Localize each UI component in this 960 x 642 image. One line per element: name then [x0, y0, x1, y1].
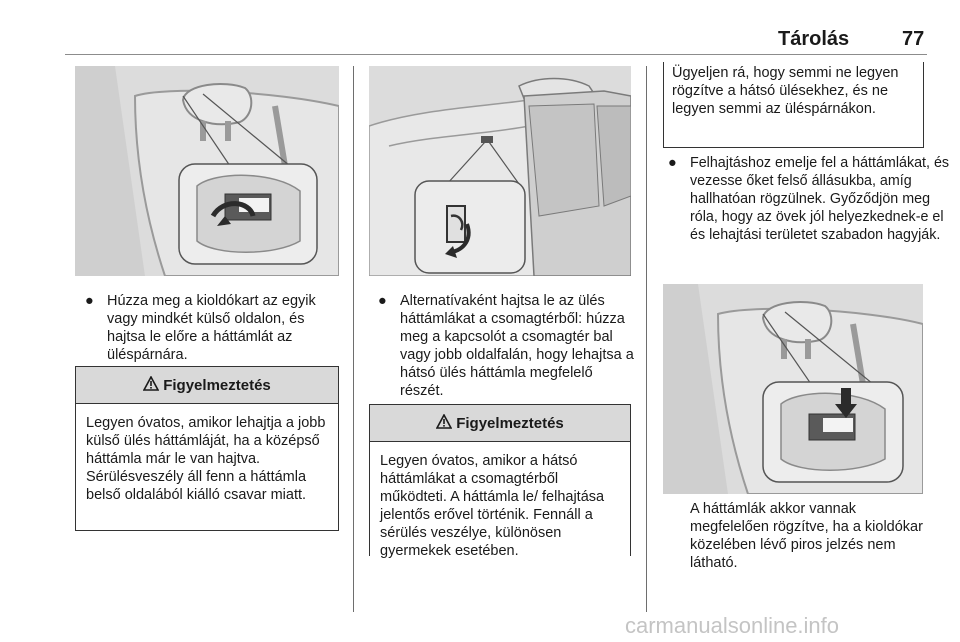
- bullet-dot: ●: [378, 293, 387, 309]
- warning-text: Legyen óvatos, amikor lehajtja a jobb külső ülés háttámláját, ha a középső háttámla már le van hajtva. Sérülésveszély áll fenn a háttámla belső oldalából kiálló csavar miatt.: [86, 415, 326, 503]
- warning-text: Legyen óvatos, amikor a hátsó háttámlákat a csomagtérből működteti. A háttámla le/ felhajtása jelentős erővel történik. Fennáll a sérülés veszélye, különösen gyermekek esetében.: [380, 453, 605, 559]
- column-divider-1: [353, 66, 354, 612]
- warning-header: [370, 405, 630, 442]
- note-box: Ügyeljen rá, hogy semmi ne legyen rögzítve a hátsó ülésekhez, és ne legyen semmi az üléspárnákon.: [663, 62, 924, 148]
- bullet-dot: ●: [668, 155, 677, 171]
- warning-title: Figyelmeztetés: [456, 414, 564, 432]
- bullet-dot: ●: [85, 293, 94, 309]
- section-title: Tárolás: [778, 28, 850, 50]
- page-header: [0, 0, 960, 58]
- warning-triangle-icon: [143, 376, 159, 395]
- header-rule: [65, 54, 927, 55]
- load-compartment-switch-illustration: [369, 66, 631, 276]
- warning-triangle-icon: [436, 414, 452, 433]
- page-number: 77: [902, 28, 925, 50]
- column-divider-2: [646, 66, 647, 612]
- watermark: carmanualsonline.info: [625, 613, 840, 638]
- warning-header: [76, 367, 338, 404]
- warning-box-1: [75, 366, 339, 531]
- warning-box-2: [369, 404, 631, 559]
- backrest-latch-indicator-illustration: [663, 284, 923, 494]
- seat-release-lever-illustration: [75, 66, 339, 276]
- image-caption: A háttámlák akkor vannak megfelelően rögzítve, ha a kioldókar közelében lévő piros jelzés nem látható.: [690, 501, 923, 571]
- warning-title: Figyelmeztetés: [163, 376, 271, 394]
